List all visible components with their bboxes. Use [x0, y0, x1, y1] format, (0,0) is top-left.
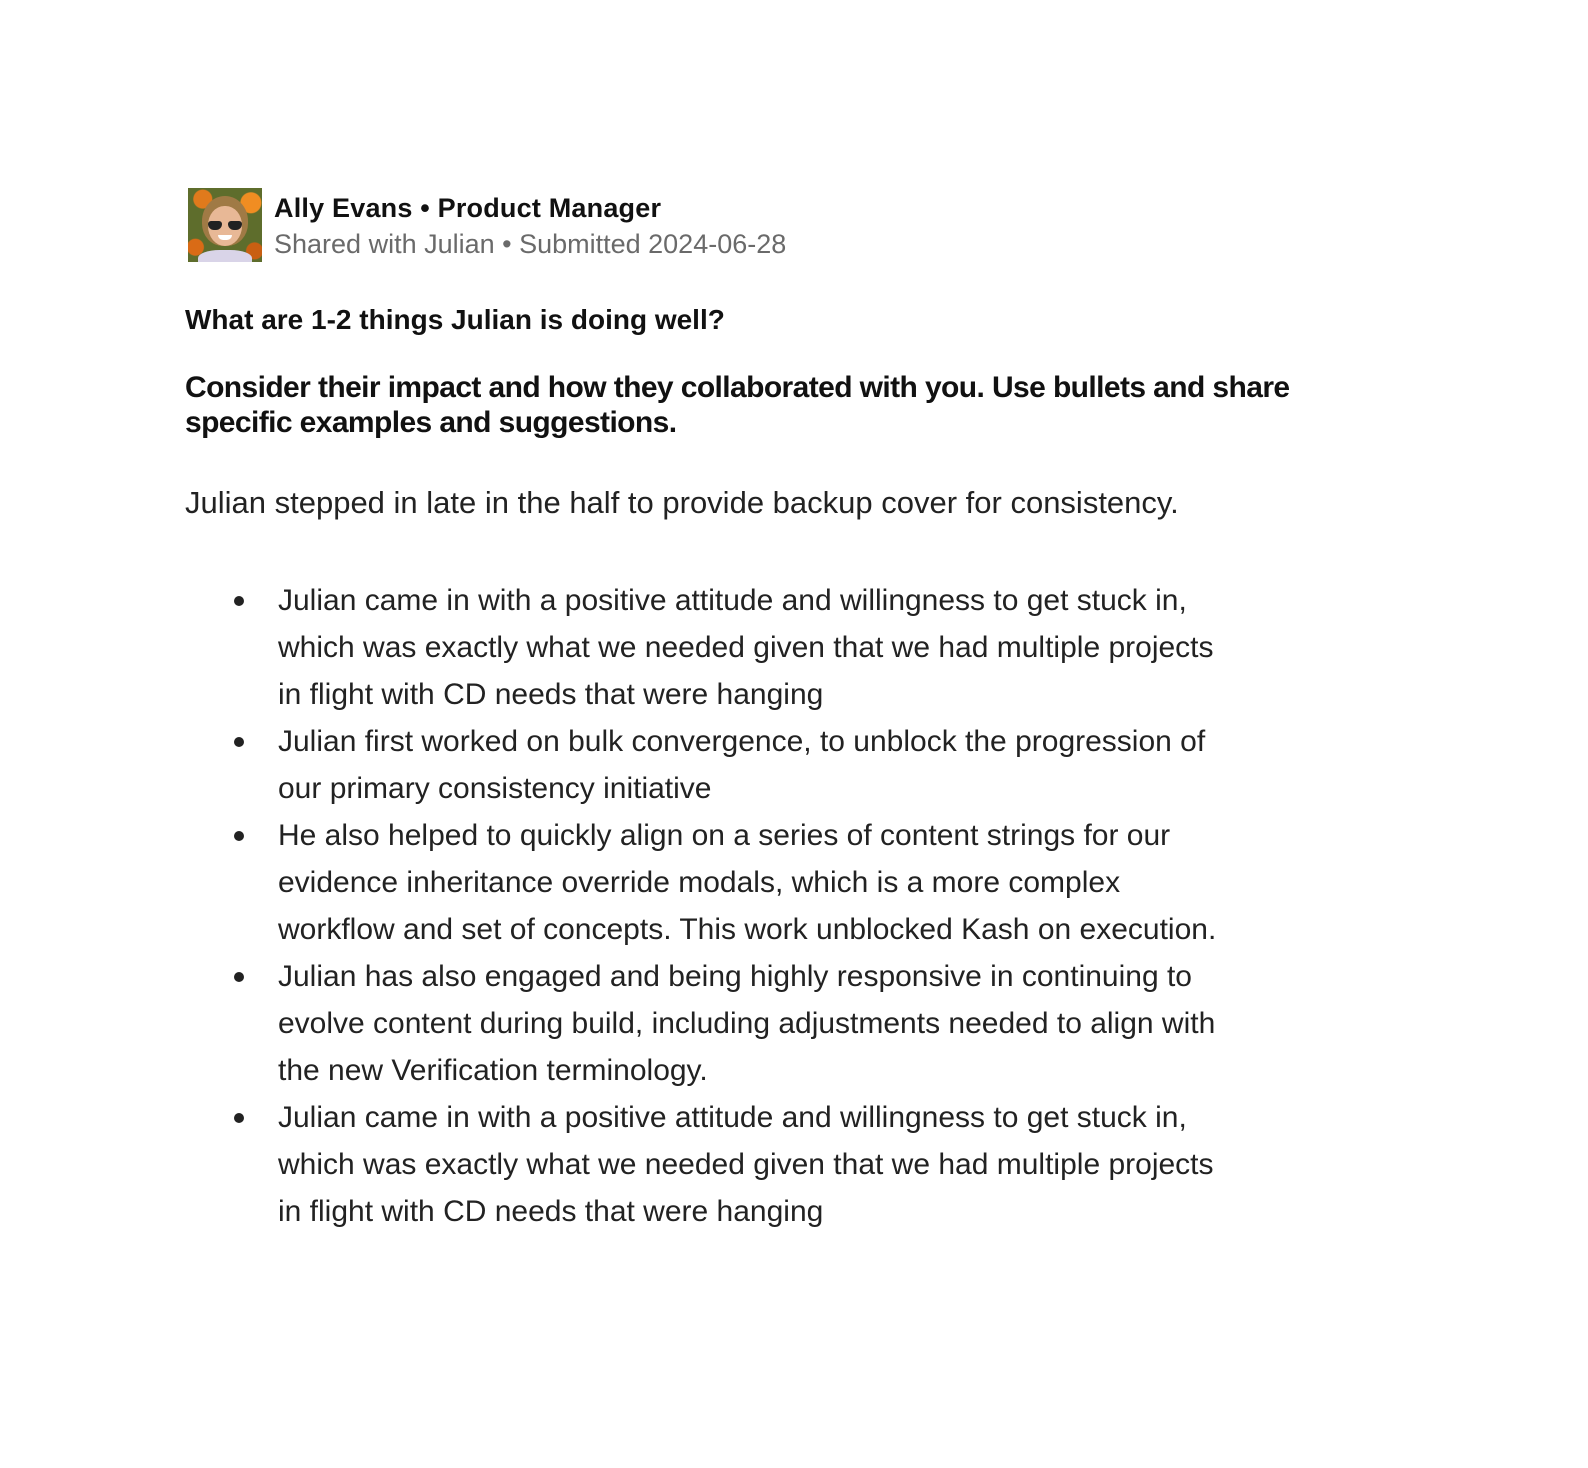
avatar-sunglasses [208, 221, 242, 230]
feedback-card [185, 188, 1348, 1235]
answer-bullet-list [188, 577, 1348, 1235]
bullet-dot-icon [234, 737, 244, 747]
bullet-dot-icon [234, 1113, 244, 1123]
answer-intro: Julian stepped in late in the half to provide backup cover for consistency. [185, 485, 1179, 520]
answer-bullet [188, 577, 1218, 718]
question-prompt: Consider their impact and how they collaborated with you. Use bullets and share specific examples and suggestions. [185, 371, 1290, 439]
bullet-dot-icon [234, 972, 244, 982]
answer-bullet [188, 1094, 1218, 1235]
answer-bullet [188, 953, 1218, 1094]
author-meta [274, 188, 786, 262]
bullet-dot-icon [234, 831, 244, 841]
answer-bullet-text: Julian has also engaged and being highly responsive in continuing to evolve content during build, including adjustments needed to align with the new Verification terminology. [278, 960, 1216, 1087]
answer-bullet-text: He also helped to quickly align on a series of content strings for our evidence inheritance override modals, which is a more complex workflow and set of concepts. This work unblocked Kash on execution. [278, 819, 1217, 946]
author-header [188, 188, 1348, 262]
author-name: Ally Evans • Product Manager [274, 193, 662, 223]
answer-bullet [188, 812, 1218, 953]
bullet-dot-icon [234, 596, 244, 606]
author-share-info: Shared with Julian • Submitted 2024-06-28 [274, 229, 787, 259]
avatar-shirt [198, 250, 252, 262]
answer-bullet-text: Julian came in with a positive attitude and willingness to get stuck in, which was exactly what we needed given that we had multiple projects in flight with CD needs that were hanging [278, 1101, 1214, 1228]
answer-bullet-text: Julian came in with a positive attitude and willingness to get stuck in, which was exactly what we needed given that we had multiple projects in flight with CD needs that were hanging [278, 584, 1214, 711]
question-title: What are 1-2 things Julian is doing well? [185, 304, 725, 335]
answer-bullet-text: Julian first worked on bulk convergence, to unblock the progression of our primary consistency initiative [278, 725, 1206, 805]
avatar[interactable] [188, 188, 262, 262]
answer-bullet [188, 718, 1218, 812]
